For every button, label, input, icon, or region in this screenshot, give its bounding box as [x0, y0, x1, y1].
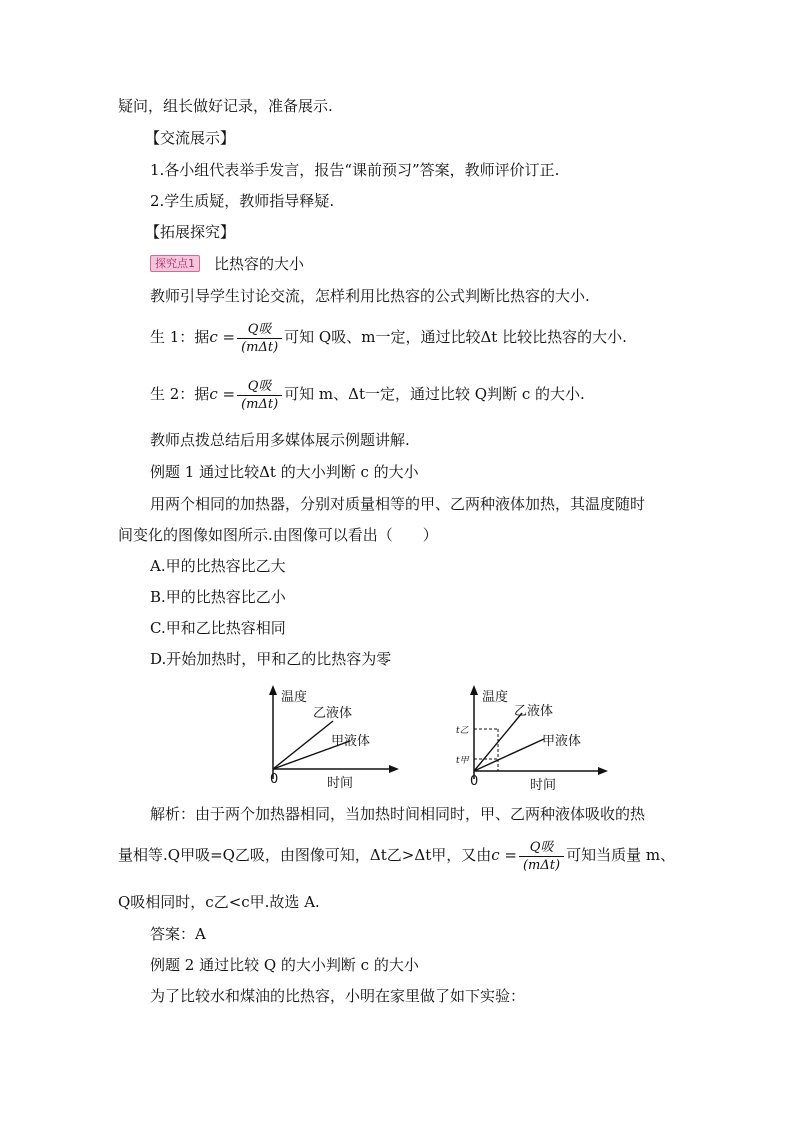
text-fragment: 可知当质量 m、 — [566, 846, 676, 864]
analysis-formula-line — [118, 838, 675, 874]
graph-right — [452, 683, 622, 795]
series-label-jia: 甲液体 — [542, 734, 582, 749]
text-line: 为了比较水和煤油的比热容，小明在家里做了如下实验： — [150, 987, 526, 1005]
answer-line: 答案：A — [150, 925, 206, 943]
formula-lhs: c = — [491, 846, 517, 864]
formula-denominator: (mΔt) — [241, 396, 279, 412]
text-line: 间变化的图像如图所示.由图像可以看出（ ） — [118, 526, 438, 544]
analysis-line: 解析：由于两个加热器相同，当加热时间相同时，甲、乙两种液体吸收的热 — [150, 805, 646, 823]
text-line: 教师引导学生讨论交流，怎样利用比热容的公式判断比热容的大小. — [150, 287, 590, 305]
series-label-yi: 乙液体 — [313, 706, 353, 721]
option-a: A.甲的比热容比乙大 — [150, 557, 286, 575]
origin-label: 0 — [270, 772, 279, 787]
text-line: 1.各小组代表举手发言，报告“课前预习”答案，教师评价订正. — [150, 161, 560, 179]
example-heading: 例题 1 通过比较Δt 的大小判断 c 的大小 — [150, 463, 419, 481]
formula-denominator: (mΔt) — [522, 857, 561, 873]
x-axis-arrow — [598, 767, 608, 775]
section-heading: 【拓展探究】 — [145, 223, 236, 241]
y-axis-arrow — [269, 685, 277, 695]
option-d: D.开始加热时，甲和乙的比热容为零 — [150, 650, 392, 668]
x-axis-label: 时间 — [530, 778, 557, 793]
formula-numerator: Q吸 — [237, 321, 282, 339]
x-axis-label: 时间 — [327, 776, 354, 791]
text-fragment: 可知 Q吸、m一定，通过比较Δt 比较比热容的大小. — [284, 328, 627, 346]
option-b: B.甲的比热容比乙小 — [150, 588, 286, 606]
formula-denominator: (mΔt) — [241, 339, 279, 355]
text-fragment: 量相等.Q甲吸=Q乙吸，由图像可知，Δt乙>Δt甲，又由 — [118, 846, 492, 864]
series-label-yi: 乙液体 — [514, 704, 554, 719]
formula-line — [150, 377, 585, 413]
text-line: 教师点拨总结后用多媒体展示例题讲解. — [150, 431, 410, 449]
section-heading: 【交流展示】 — [145, 129, 236, 147]
graph-left — [255, 683, 405, 793]
series-line-yi — [273, 721, 333, 769]
tick-label-t-yi: t乙 — [456, 726, 469, 736]
formula-lhs: c = — [209, 385, 236, 403]
analysis-line: Q吸相同时，c乙<c甲.故选 A. — [118, 893, 320, 911]
formula-fraction — [237, 321, 282, 356]
text-line: 用两个相同的加热器，分别对质量相等的甲、乙两种液体加热，其温度随时 — [150, 495, 646, 513]
text-fragment: 可知 m、Δt一定，通过比较 Q判断 c 的大小. — [284, 385, 585, 403]
text-fragment: 生 1：据 — [150, 328, 210, 346]
formula-lhs: c = — [209, 328, 236, 346]
topic-badge: 探究点1 — [150, 255, 200, 272]
option-c: C.甲和乙比热容相同 — [150, 619, 286, 637]
formula-numerator: Q吸 — [519, 839, 564, 857]
topic-title: 比热容的大小 — [214, 255, 305, 273]
formula-fraction — [519, 839, 564, 874]
formula-fraction — [237, 378, 282, 413]
y-axis-label: 温度 — [281, 690, 308, 705]
text-line: 疑问，组长做好记录，准备展示. — [118, 97, 333, 115]
x-axis-arrow — [389, 765, 399, 773]
origin-label: 0 — [470, 774, 479, 789]
topic-heading — [150, 254, 304, 274]
formula-numerator: Q吸 — [237, 378, 282, 396]
example-heading: 例题 2 通过比较 Q 的大小判断 c 的大小 — [150, 956, 419, 974]
formula-line — [150, 320, 627, 356]
text-line: 2.学生质疑，教师指导释疑. — [150, 192, 335, 210]
y-axis-label: 温度 — [482, 690, 509, 705]
series-label-jia: 甲液体 — [331, 734, 371, 749]
y-axis-arrow — [470, 685, 478, 695]
text-fragment: 生 2：据 — [150, 385, 210, 403]
tick-label-t-jia: t甲 — [456, 756, 469, 766]
series-line-jia — [474, 739, 544, 771]
